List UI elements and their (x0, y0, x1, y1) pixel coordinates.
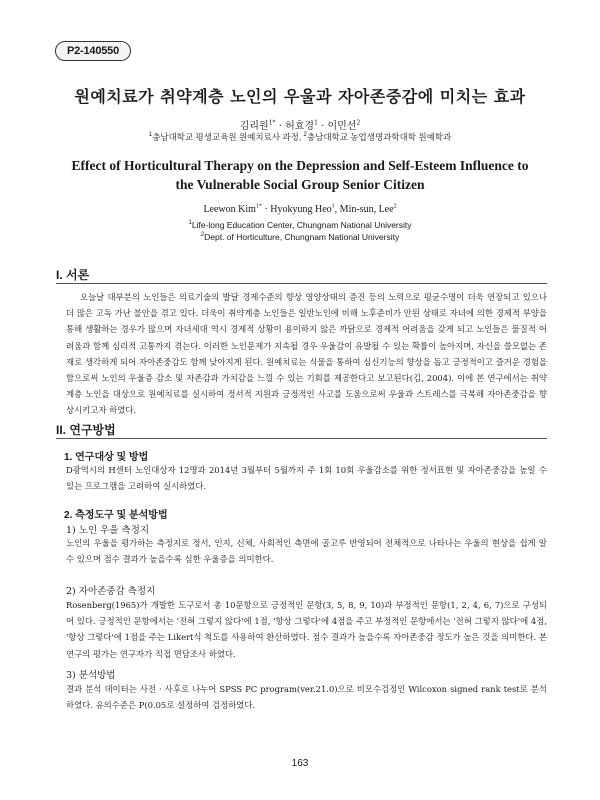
affil-2-sup: 2 (303, 132, 307, 139)
affil-2-sup: 2 (200, 232, 205, 239)
english-authors (0, 204, 600, 215)
korean-affiliations (0, 131, 600, 143)
author-1-sup: 1* (268, 119, 276, 127)
english-title: Effect of Horticultural Therapy on the Depression and Self-Esteem Influence to the Vulnerable Social Group Senior Citizen (71, 158, 529, 192)
author-3-sup: 2 (393, 203, 397, 210)
author-1: Leewon Kim (203, 204, 256, 215)
page-number: 163 (291, 758, 309, 769)
subsection-2-3-paragraph: 결과 분석 데이터는 사전 · 사후로 나누어 SPSS PC program(ver.21.0)으로 비모수검정인 Wilcoxon signed rank test로 분석하였다. 유의수준은 P(0.05로 설정하여 검정하였다. (66, 684, 547, 711)
subsection-2-heading: 2. 측정도구 및 분석방법 (64, 510, 168, 521)
author-3: 이민선 (327, 121, 357, 132)
intro-paragraph: 오늘날 대부분의 노인들은 의료기술의 발달 경제수준의 향상 영양상태의 증진 등의 노력으로 평균수명이 더욱 연장되고 있으나 더 많은 고독 가난 불안을 겪고 있다. 더욱이 취약계층 노인들은 일반노인에 비해 노후준비가 안된 상태로 자녀에 의한 경제적 부양을 통해 생활하는 경우가 많으며 자녀세대 역시 경제적 상황이 용이하지 않은 까닭으로 경제적 어려움을 갖게 되고 노인들은 물질적 어려움과 함께 심리적 고통까지 겪는다. 이러한 노인문제가 지속될 경우 우울감이 유발될 수 있는 확률이 높아지며, 자신을 쓸모없는 존재로 생각하게 되어 자아존중감도 함께 낮아지게 된다. 원예치료는 식물을 통하여 심신기능의 향상을 돕고 긍정적이고 즐거운 경험을 함으로써 노인의 우울증 감소 및 자존감과 가치감을 느낄 수 있는 기회를 제공한다고 보고된다(김, 2004). 이에 본 연구에서는 취약계층 노인을 대상으로 원예치료를 실시하여 정서적 지원과 긍정적인 사고를 도움으로써 우울과 스트레스를 극복해 자아존중감을 향상시키고자 하였다. (66, 292, 547, 416)
affil-1 (0, 219, 600, 231)
affil-1-sup: 1 (148, 132, 153, 139)
author-separator: · (275, 121, 286, 132)
author-1: 김리원 (239, 121, 269, 132)
methods-divider (56, 438, 547, 439)
affil-2-text: Dept. of Horticulture, Chungnam National University (204, 232, 400, 242)
author-3: Min-sun, Lee (339, 204, 394, 215)
author-3-sup: 2 (356, 119, 361, 127)
paper-code-badge: P2-140550 (55, 41, 131, 61)
author-2-sup: 1 (331, 203, 335, 210)
korean-authors (0, 117, 600, 132)
methods-heading: II. 연구방법 (56, 423, 116, 437)
subsection-2-2-heading: 2) 자아존중감 측정지 (66, 586, 156, 597)
corresponding-mark: * (258, 203, 262, 210)
affil-1-text: 충남대학교 평생교육원 원예치료사 과정, (152, 132, 304, 142)
subsection-1-heading: 1. 연구대상 및 방법 (64, 452, 149, 463)
author-1-sup: 1 (255, 203, 259, 210)
affil-1-text: Life-long Education Center, Chungnam National University (191, 220, 412, 230)
author-separator: , (334, 204, 340, 215)
author-2: 허효경 (285, 121, 315, 132)
intro-divider (56, 283, 547, 284)
intro-heading: I. 서론 (56, 268, 90, 282)
author-separator: · (261, 204, 271, 215)
korean-title: 원예치료가 취약계층 노인의 우울과 자아존중감에 미치는 효과 (74, 87, 526, 106)
affil-1-sup: 1 (188, 220, 192, 227)
subsection-2-1-paragraph: 노인의 우울을 평가하는 측정지로 정서, 인지, 신체, 사회적인 측면에 골고루 반영되어 전체적으로 나타나는 우울의 현상을 쉽게 알 수 있으며 점수 결과가 높을수록 심한 우울증을 의미한다. (66, 538, 547, 565)
subsection-2-2-paragraph: Rosenberg(1965)가 개발한 도구로서 총 10문항으로 긍정적인 문항(3, 5, 8, 9, 10)과 부정적인 문항(1, 2, 4, 6, 7)으로 구성되어 있다. 긍정적인 문항에서는 '전혀 그렇지 않다'에 1점, '항상 그렇다'에 4점을 주고 부정적인 문항에서는 '전혀 그렇지 않다'에 4점, '항상 그렇다'에 1점을 주는 Likert식 척도를 사용하여 환산하였다. 점수 결과가 높을수록 자아존중감 정도가 높은 것을 의미한다. 본 연구의 평가는 연구자가 직접 면담조사 하였다. (66, 600, 547, 659)
subsection-1-paragraph: D광역시의 H센터 노인대상자 12명과 2014년 3월부터 5월까지 주 1회 10회 우울감소를 위한 정서표현 및 자아존중감을 높일 수 있는 프로그램을 고려하여 실시하였다. (66, 465, 547, 492)
author-2: Hyokyung Heo (270, 204, 332, 215)
subsection-2-1-heading: 1) 노인 우울 측정지 (66, 525, 150, 536)
english-affiliations (0, 219, 600, 243)
affil-2 (0, 231, 600, 243)
subsection-2-3-heading: 3) 분석방법 (66, 670, 116, 681)
affil-2-text: 충남대학교 농업생명과학대학 원예학과 (306, 132, 452, 142)
author-2-sup: 1 (314, 119, 318, 127)
author-separator: · (317, 121, 328, 132)
